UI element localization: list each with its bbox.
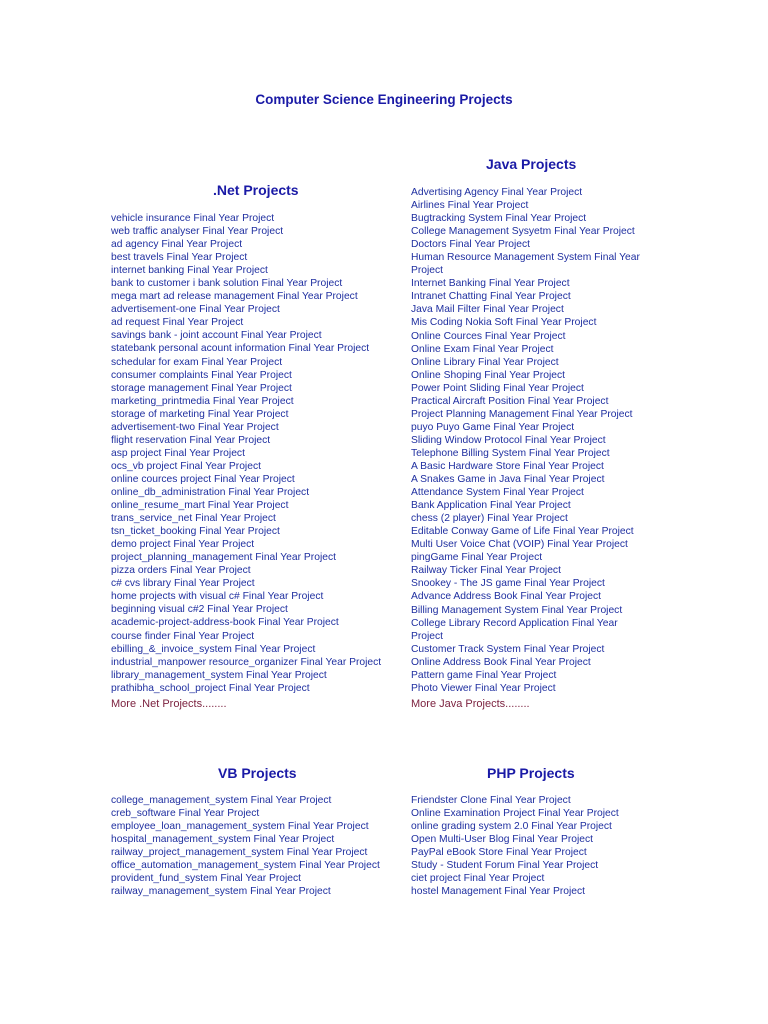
- project-list-item: internet banking Final Year Project: [111, 265, 268, 277]
- net-projects-list: [111, 212, 411, 711]
- project-list-item: Railway Ticker Final Year Project: [411, 565, 561, 577]
- project-list-item: Customer Track System Final Year Project: [411, 643, 605, 655]
- project-list-item: statebank personal acount information Final Year Project: [111, 343, 370, 355]
- project-list-item: Practical Aircraft Position Final Year Project: [411, 395, 609, 407]
- project-list-item: Billing Management System Final Year Project: [411, 604, 623, 616]
- project-list-item: Online Shoping Final Year Project: [411, 369, 565, 381]
- project-list-item: best travels Final Year Project: [111, 252, 248, 264]
- project-list-item: library_management_system Final Year Project: [111, 669, 327, 681]
- project-list-item: Snookey - The JS game Final Year Project: [411, 578, 605, 590]
- project-list-item: Advertising Agency Final Year Project: [411, 187, 583, 198]
- project-list-item: asp project Final Year Project: [111, 447, 245, 459]
- project-list-item: Online Exam Final Year Project: [411, 343, 554, 355]
- project-list-item: advertisement-two Final Year Project: [111, 421, 279, 433]
- project-list-item: bank to customer i bank solution Final Year Project: [111, 278, 343, 290]
- project-list-item: online cources project Final Year Project: [111, 473, 295, 485]
- project-list-item: pingGame Final Year Project: [411, 552, 543, 564]
- more-java-projects-link[interactable]: More Java Projects........: [411, 697, 530, 710]
- project-list-item: PayPal eBook Store Final Year Project: [411, 847, 587, 859]
- project-list-item: Doctors Final Year Project: [411, 239, 531, 251]
- project-list-item: chess (2 player) Final Year Project: [411, 513, 568, 525]
- project-list-item: puyo Puyo Game Final Year Project: [411, 421, 575, 433]
- project-list-item: savings bank - joint account Final Year Project: [111, 330, 322, 342]
- project-list-item: Attendance System Final Year Project: [411, 487, 584, 499]
- java-projects-heading: Java Projects: [486, 156, 577, 172]
- project-list-item: ad request Final Year Project: [111, 317, 244, 329]
- project-list-item: Open Multi-User Blog Final Year Project: [411, 834, 593, 846]
- project-list-item: trans_service_net Final Year Project: [111, 513, 276, 525]
- project-list-item: beginning visual c#2 Final Year Project: [111, 604, 288, 616]
- project-list-item: Advance Address Book Final Year Project: [411, 591, 602, 603]
- project-list-item: Project Planning Management Final Year Project: [411, 408, 633, 420]
- project-list-item: employee_loan_management_system Final Year Project: [111, 821, 369, 833]
- net-projects-heading: .Net Projects: [213, 182, 299, 198]
- project-list-item: College Management Sysyetm Final Year Project: [411, 226, 635, 238]
- project-list-item: College Library Record Application Final Year Project: [411, 617, 618, 642]
- project-list-item: ocs_vb project Final Year Project: [111, 460, 261, 472]
- project-list-item: Pattern game Final Year Project: [411, 669, 557, 681]
- project-list-item: Bank Application Final Year Project: [411, 500, 571, 512]
- project-list-item: ebilling_&_invoice_system Final Year Project: [111, 643, 316, 655]
- project-list-item: office_automation_management_system Final Year Project: [111, 860, 380, 872]
- project-list-item: c# cvs library Final Year Project: [111, 578, 255, 590]
- project-list-item: Mis Coding Nokia Soft Final Year Project: [411, 317, 597, 329]
- project-list-item: Power Point Sliding Final Year Project: [411, 382, 584, 394]
- project-list-item: mega mart ad release management Final Year Project: [111, 291, 358, 303]
- project-list-item: Human Resource Management System Final Year Project: [411, 252, 640, 277]
- project-list-item: academic-project-address-book Final Year Project: [111, 617, 339, 629]
- project-list-item: Bugtracking System Final Year Project: [411, 213, 587, 225]
- project-list-item: creb_software Final Year Project: [111, 808, 260, 820]
- project-list-item: provident_fund_system Final Year Project: [111, 873, 302, 885]
- project-list-item: flight reservation Final Year Project: [111, 434, 271, 446]
- project-list-item: railway_management_system Final Year Project: [111, 886, 331, 898]
- project-list-item: ciet project Final Year Project: [411, 873, 545, 885]
- project-list-item: Friendster Clone Final Year Project: [411, 795, 571, 806]
- project-list-item: Multi User Voice Chat (VOIP) Final Year Project: [411, 539, 628, 551]
- project-list-item: college_management_system Final Year Project: [111, 795, 332, 806]
- php-projects-list: [411, 794, 661, 898]
- php-projects-heading: PHP Projects: [487, 765, 575, 781]
- project-list-item: Photo Viewer Final Year Project: [411, 682, 556, 694]
- project-list-item: vehicle insurance Final Year Project: [111, 213, 275, 224]
- project-list-item: online_db_administration Final Year Project: [111, 486, 310, 498]
- project-list-item: Intranet Chatting Final Year Project: [411, 291, 571, 303]
- project-list-item: schedular for exam Final Year Project: [111, 356, 283, 368]
- project-list-item: online_resume_mart Final Year Project: [111, 500, 289, 512]
- project-list-item: storage of marketing Final Year Project: [111, 408, 289, 420]
- project-list-item: Editable Conway Game of Life Final Year Project: [411, 526, 634, 538]
- project-list-item: Online Cources Final Year Project: [411, 330, 566, 342]
- project-list-item: advertisement-one Final Year Project: [111, 304, 280, 316]
- vb-projects-heading: VB Projects: [218, 765, 297, 781]
- project-list-item: Java Mail Filter Final Year Project: [411, 304, 564, 316]
- project-list-item: Online Examination Project Final Year Project: [411, 808, 619, 820]
- project-list-item: hospital_management_system Final Year Project: [111, 834, 335, 846]
- project-list-item: hostel Management Final Year Project: [411, 886, 586, 898]
- project-list-item: demo project Final Year Project: [111, 539, 255, 551]
- project-list-item: Airlines Final Year Project: [411, 200, 529, 212]
- project-list-item: online grading system 2.0 Final Year Project: [411, 821, 612, 833]
- project-list-item: ad agency Final Year Project: [111, 239, 243, 251]
- project-list-item: Telephone Billing System Final Year Project: [411, 447, 610, 459]
- project-list-item: consumer complaints Final Year Project: [111, 369, 292, 381]
- java-projects-list: [411, 186, 651, 711]
- page-title: Computer Science Engineering Projects: [255, 92, 513, 107]
- project-list-item: Online Address Book Final Year Project: [411, 656, 591, 668]
- project-list-item: home projects with visual c# Final Year Project: [111, 591, 324, 603]
- project-list-item: course finder Final Year Project: [111, 630, 255, 642]
- project-list-item: industrial_manpower resource_organizer Final Year Project: [111, 656, 382, 668]
- project-list-item: storage management Final Year Project: [111, 382, 292, 394]
- project-list-item: A Basic Hardware Store Final Year Project: [411, 460, 604, 472]
- project-list-item: railway_project_management_system Final Year Project: [111, 847, 368, 859]
- project-list-item: pizza orders Final Year Project: [111, 565, 251, 577]
- vb-projects-list: [111, 794, 411, 898]
- project-list-item: prathibha_school_project Final Year Project: [111, 682, 310, 694]
- more-net-projects-link[interactable]: More .Net Projects........: [111, 697, 227, 710]
- project-list-item: tsn_ticket_booking Final Year Project: [111, 526, 280, 538]
- project-list-item: Online Library Final Year Project: [411, 356, 559, 368]
- project-list-item: marketing_printmedia Final Year Project: [111, 395, 294, 407]
- project-list-item: Internet Banking Final Year Project: [411, 278, 570, 290]
- project-list-item: project_planning_management Final Year Project: [111, 552, 336, 564]
- project-list-item: Sliding Window Protocol Final Year Project: [411, 434, 606, 446]
- project-list-item: A Snakes Game in Java Final Year Project: [411, 474, 605, 486]
- project-list-item: web traffic analyser Final Year Project: [111, 226, 284, 238]
- project-list-item: Study - Student Forum Final Year Project: [411, 860, 599, 872]
